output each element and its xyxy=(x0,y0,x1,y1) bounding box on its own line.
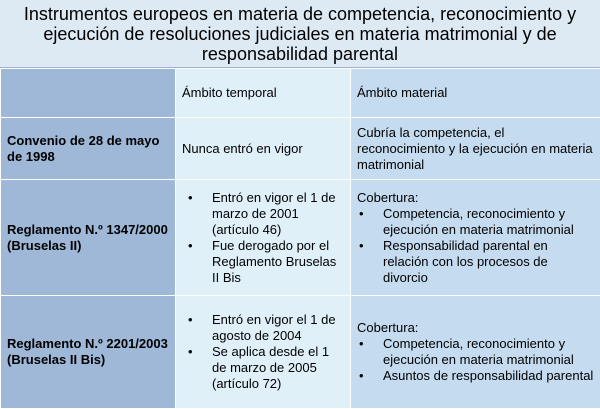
list-item: • Se aplica desde el 1 de marzo de 2005 (artículo 72) xyxy=(182,344,344,392)
table-row xyxy=(1,180,600,296)
material-cell: Cubría la competencia, el reconocimiento y la ejecución en materia matrimonial xyxy=(351,118,600,180)
list-item: • Entró en vigor el 1 de marzo de 2001 (artículo 46) xyxy=(182,190,344,238)
table-header-row xyxy=(1,69,600,118)
temporal-cell xyxy=(176,296,351,409)
list-item: • Fue derogado por el Reglamento Bruselas II Bis xyxy=(182,238,344,286)
material-intro: Cobertura: xyxy=(357,320,594,336)
list-item: • Competencia, reconocimiento y ejecución en materia matrimonial xyxy=(357,206,594,238)
table-title: Instrumentos europeos en materia de competencia, reconocimiento y ejecución de resoluciones judiciales en materia matrimonial y de responsabilidad parental xyxy=(0,0,600,68)
list-item: • Asuntos de responsabilidad parental xyxy=(357,368,594,384)
header-cell-temporal: Ámbito temporal xyxy=(176,69,351,118)
instrument-cell: Convenio de 28 de mayo de 1998 xyxy=(1,118,176,180)
instruments-table xyxy=(0,68,600,409)
instrument-cell: Reglamento N.º 1347/2000 (Bruselas II) xyxy=(1,180,176,296)
material-cell xyxy=(351,180,600,296)
material-list xyxy=(357,206,594,286)
list-item: • Responsabilidad parental en relación con los procesos de divorcio xyxy=(357,238,594,286)
temporal-list xyxy=(182,312,344,392)
instrument-cell: Reglamento N.º 2201/2003 (Bruselas II Bis) xyxy=(1,296,176,409)
table-row xyxy=(1,118,600,180)
temporal-cell xyxy=(176,180,351,296)
header-cell-instrument xyxy=(1,69,176,118)
material-intro: Cobertura: xyxy=(357,190,594,206)
table-row xyxy=(1,296,600,409)
temporal-list xyxy=(182,190,344,286)
list-item: • Competencia, reconocimiento y ejecución en materia matrimonial xyxy=(357,336,594,368)
temporal-cell: Nunca entró en vigor xyxy=(176,118,351,180)
material-cell xyxy=(351,296,600,409)
header-cell-material: Ámbito material xyxy=(351,69,600,118)
list-item: • Entró en vigor el 1 de agosto de 2004 xyxy=(182,312,344,344)
material-list xyxy=(357,336,594,384)
